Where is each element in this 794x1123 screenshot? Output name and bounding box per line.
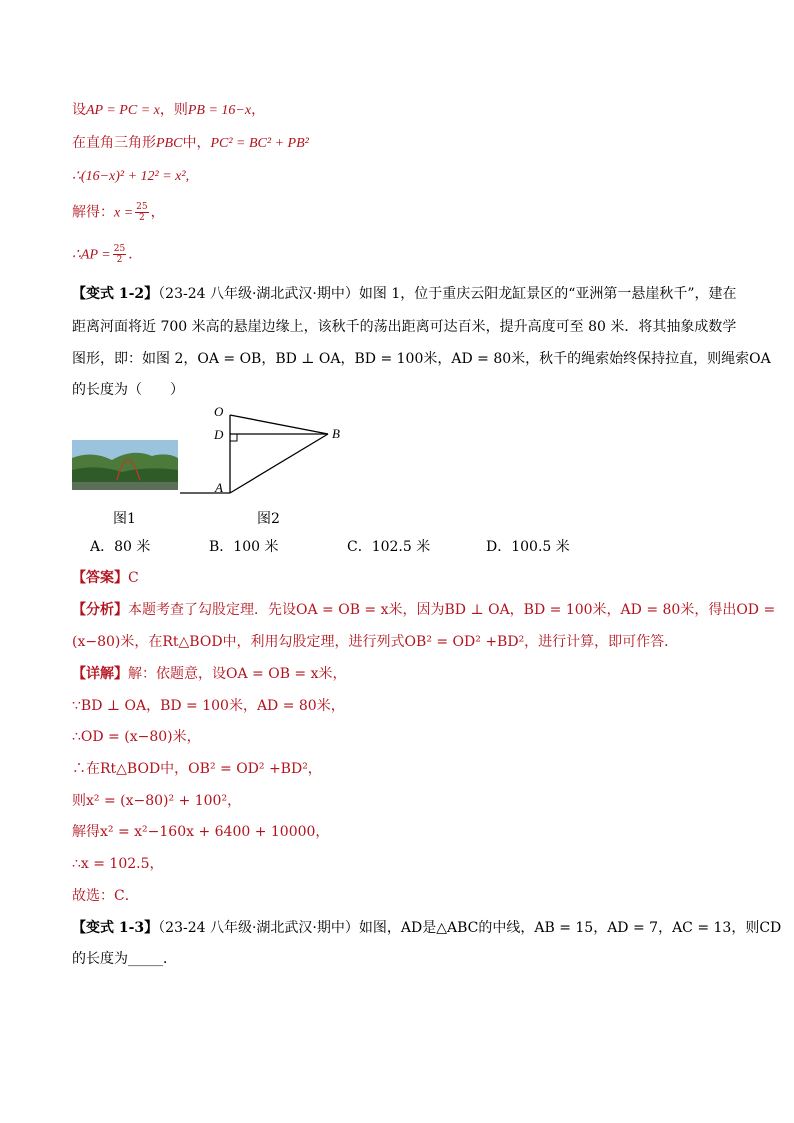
detail-line-4: ∴在Rt△BOD中，OB² = OD² +BD²， (72, 761, 322, 777)
choice-b: B．100 米 (209, 539, 279, 555)
figure-caption-2: 图2 (257, 511, 280, 527)
math: x = (114, 205, 134, 221)
detail-line-5: 则x² = (x−80)² + 100²， (72, 793, 242, 809)
analysis-line-2: (x−80)米，在Rt△BOD中，利用勾股定理，进行列式OB² = OD² +BD²，进行计算，即可作答． (72, 634, 679, 650)
right-angle-mark (230, 434, 237, 441)
fraction-numerator: 25 (136, 202, 148, 212)
variant-12-line-3: 图形，即：如图 2，OA = OB，BD ⊥ OA，BD = 100米，AD = 80米，秋千的绳索始终保持拉直，则绳索OA (72, 351, 771, 367)
detail-line-1 (72, 664, 347, 684)
text: 在直角三角形 (72, 135, 156, 151)
question-text: （23-24 八年级·湖北武汉·期中）如图 1，位于重庆云阳龙缸景区的“亚洲第一悬崖秋千”，建在 (158, 286, 737, 302)
detail-text: 解：依题意，设OA = OB = x米， (128, 666, 347, 682)
text: 设 (72, 102, 86, 118)
analysis-text: 本题考查了勾股定理．先设OA = OB = x米，因为BD ⊥ OA，BD = 100米，AD = 80米，得出OD = (128, 602, 776, 618)
equation: ∴(16−x)² + 12² = x², (72, 169, 190, 184)
math: AP = PC = x (86, 103, 160, 118)
fraction-denominator: 2 (116, 255, 123, 265)
choice-c: C．102.5 米 (347, 539, 431, 555)
math: PB = 16−x (187, 103, 252, 118)
label-B: B (332, 426, 340, 441)
detail-tag: 【详解】 (72, 666, 128, 682)
math: PC² = BC² + PB² (210, 136, 309, 151)
variant-tag: 【变式 1-2】 (72, 286, 159, 302)
label-D: D (214, 427, 224, 442)
text: . (128, 246, 133, 263)
text: ，则 (159, 102, 188, 118)
figure-caption-1: 图1 (113, 511, 136, 527)
solution-line-4 (72, 202, 165, 224)
choice-a: A．80 米 (90, 539, 151, 555)
variant-12-line-4: 的长度为（ ） (72, 382, 184, 398)
answer-line (72, 568, 139, 588)
text: ， (251, 102, 266, 118)
math: ∴AP = (72, 247, 111, 263)
analysis-tag: 【分析】 (72, 602, 128, 618)
choice-d: D．100.5 米 (486, 539, 570, 555)
variant-tag: 【变式 1-3】 (72, 920, 159, 936)
fraction (135, 202, 148, 223)
fraction (113, 244, 126, 265)
text: 中， (182, 135, 211, 151)
solution-line-1 (72, 100, 265, 121)
answer-value: C (128, 570, 139, 586)
swing-photo (72, 440, 178, 490)
segment-OB (230, 415, 328, 434)
detail-line-2: ∵BD ⊥ OA，BD = 100米，AD = 80米， (72, 698, 345, 714)
detail-line-8: 故选：C． (72, 888, 139, 904)
label-A: A (215, 480, 223, 495)
text: 解得： (72, 204, 114, 221)
fraction-denominator: 2 (139, 213, 145, 223)
analysis-line-1 (72, 600, 775, 620)
variant-13-line-1 (72, 918, 781, 938)
question-text: （23-24 八年级·湖北武汉·期中）如图，AD是△ABC的中线，AB = 15，AD = 7，AC = 13，则CD (158, 920, 782, 936)
solution-line-3 (72, 166, 189, 187)
variant-13-line-2: 的长度为_____． (72, 951, 177, 967)
variant-12-line-2: 距离河面将近 700 米高的悬崖边缘上，该秋千的荡出距离可达百米，提升高度可至 80 米．将其抽象成数学 (72, 319, 737, 335)
solution-line-2 (72, 133, 309, 154)
detail-line-6: 解得x² = x²−160x + 6400 + 10000， (72, 824, 330, 840)
math: PBC (156, 136, 183, 151)
detail-line-3: ∴OD = (x−80)米， (72, 729, 201, 745)
answer-tag: 【答案】 (72, 570, 128, 586)
segment-AB (230, 434, 328, 493)
detail-line-7: ∴x = 102.5， (72, 856, 164, 872)
text: ， (150, 204, 165, 221)
fraction-numerator: 25 (113, 244, 126, 254)
figure-2-diagram (178, 400, 358, 500)
solution-line-5 (72, 244, 133, 266)
variant-12-line-1 (72, 284, 737, 304)
label-O: O (214, 404, 224, 419)
